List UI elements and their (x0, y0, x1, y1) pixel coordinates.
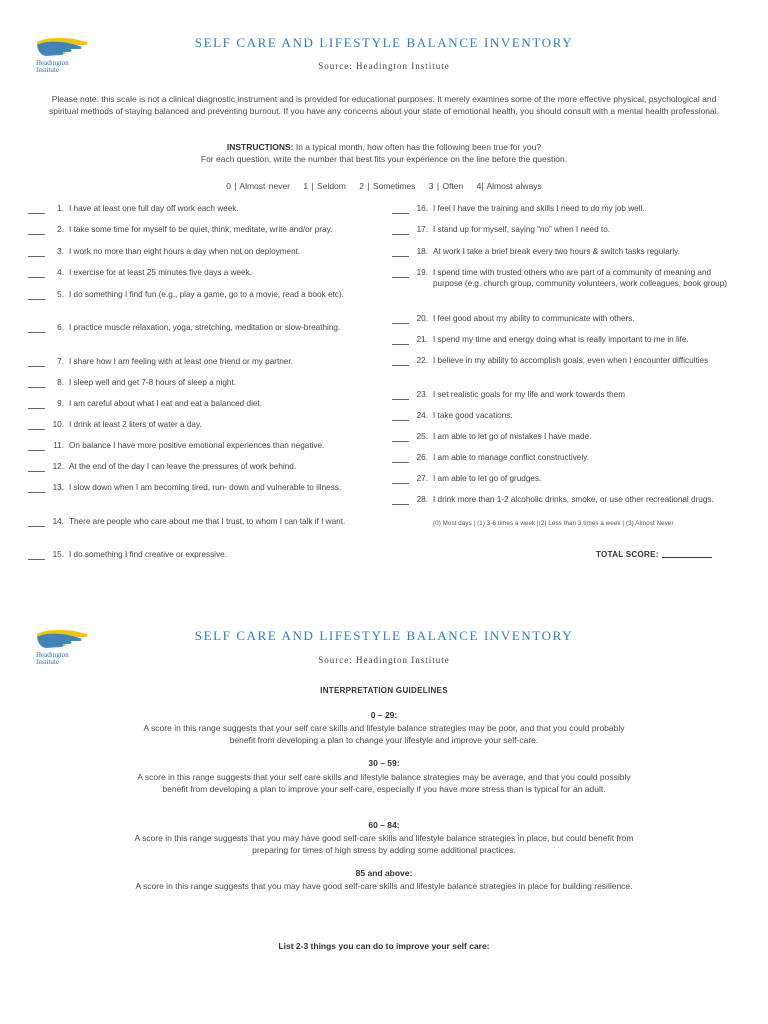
rating-scale (40, 180, 728, 192)
range-description: A score in this range suggests that you may have good self-care skills and lifestyle balance strategies in place, but could benefit from preparing for times of high stress by adding some additional practices. (134, 833, 634, 855)
range-label: 30 – 59: (368, 758, 400, 768)
range-label: 0 – 29: (370, 710, 398, 720)
scale-option: 3 | Often (428, 181, 464, 191)
range-label: 60 – 84: (368, 820, 400, 830)
page-title: SELF CARE AND LIFESTYLE BALANCE INVENTORY (194, 35, 574, 50)
self-care-list-prompt: List 2-3 things you can do to improve your self care: (278, 941, 490, 951)
scale-option: 0 | Almost never (226, 181, 291, 191)
interpretation-heading: INTERPRETATION GUIDELINES (320, 686, 448, 695)
instructions-text-2: For each question, write the number that best fits your experience on the line before the question. (200, 154, 568, 164)
total-score-label: TOTAL SCORE: (596, 550, 659, 559)
scale-option: 4| Almost always (476, 181, 542, 191)
interpretation-page (0, 600, 768, 1024)
range-label: 85 and above: (355, 868, 413, 878)
instructions-label: INSTRUCTIONS: (226, 142, 294, 152)
page-title: SELF CARE AND LIFESTYLE BALANCE INVENTORY (194, 628, 574, 643)
range-description: A score in this range suggests that you may have good self-care skills and lifestyle balance strategies in place for building resilience. (135, 881, 633, 891)
logo-text-line2: Institute (36, 658, 59, 666)
inventory-page: Headington Institute SELF CARE AND LIFESTYLE BALANCE INVENTORY Source: Headington Institute Please note: this scale is not a clinical diagnostic instrument and is provided for educational purposes. It merely examines some of the more effective physical, psychological and spiritual methods of staying balanced and preventing burnout. If you have any concerns about your state of emotional health, you should consult with a mental health professional. INSTRUCTIONS: In a typical month, how often has the following been true for you? For each question, write the number that best fits your experience on the line before the question. 0 | Almost never 1 | Seldom 2 | Sometimes 3 | Often 4| Almost always 1. I have at least one full day off work each week. 2. I take some time for myself to be quiet, think, meditate, write and/or pray. 3. I work no more than eight hours a day when not on deployment. 4. I exercise for at least 25 minutes five days a week. 5. I do something I find fun (e.g., play a game, go to a movie, read a book etc). 6. I practice muscle relaxation, yoga, stretching, meditation or slow-breathing. 7. I share how I am feeling with at least one friend or my partner. 8. I sleep well and get 7-8 hours of sleep a night. 9. I am careful about what I eat and eat a balanced diet. 10. I drink at least 2 liters of water a day. 11. On balance I have more positive emotional experiences than negative. 12. At the end of the day I can leave the pressures of work behind. 13. I slow down when I am becoming tired, run- down and vulnerable to illness. 14. There are people who care about me that I trust, to whom I can talk if I want. 15. I do something I find creative or expressive. 16. I feel I have the training and skills I need to do my job well. 17. I stand up for myself, saying “no” when I need to. 18. At work I take a brief break every two hours & switch tasks regularly. 19. I spend time with trusted others who are part of a community of meaning and purpose (e.g. church group, community volunteers, work colleagues, book group) 20. I feel good about my ability to communicate with others. 21. I spend my time and energy doing what is really important to me in life. 22. I believe in my ability to accomplish goals, even when I encounter difficulties 23. I set realistic goals for my life and work towards them 24. I take good vacations. 25. I am able to let go of mistakes I have made. 26. I am able to manage conflict constructively. 27. I am able to let go of grudges. 28. I drink more than 1-2 alcoholic drinks, smoke, or use other recreational drugs. (0) Most days | (1) 3-6 times a week |(2) Less than 3 times a week | (3) Almost Never TOTAL SCORE: (0, 0, 768, 580)
total-score-blank[interactable] (662, 557, 712, 558)
scale-option: 1 | Seldom (303, 181, 346, 191)
item28-frequency-note: (0) Most days | (1) 3-6 times a week |(2) Less than 3 times a week | (3) Almost Never (433, 520, 674, 527)
logo-text-line2: Institute (36, 66, 59, 74)
range-description: A score in this range suggests that your self care skills and lifestyle balance strategies may be poor, and that you could probably benefit from developing a plan to change your lifestyle and improve your self-care. (143, 723, 625, 745)
instructions-text: In a typical month, how often has the following been true for you? (293, 142, 542, 152)
scale-option: 2 | Sometimes (359, 181, 416, 191)
source-line: Source: Headington Institute (318, 655, 450, 665)
logo-text-line1: Headington (36, 59, 69, 67)
logo-text-line1: Headington (36, 651, 69, 659)
instructions (40, 141, 728, 165)
range-description: A score in this range suggests that your self care skills and lifestyle balance strategies may be average, and that you could possibly benefit from developing a plan to improve your self-care, especially if you have more stress than is typical for an adult. (137, 772, 631, 794)
disclaimer-note: Please note: this scale is not a clinical diagnostic instrument and is provided for educational purposes. It merely examines some of the more effective physical, psychological and spiritual methods of staying balanced and preventing burnout. If you have any concerns about your state of emotional health, you should consult with a mental health professional. (48, 94, 720, 116)
source-line: Source: Headington Institute (318, 61, 450, 71)
total-score (596, 550, 712, 559)
